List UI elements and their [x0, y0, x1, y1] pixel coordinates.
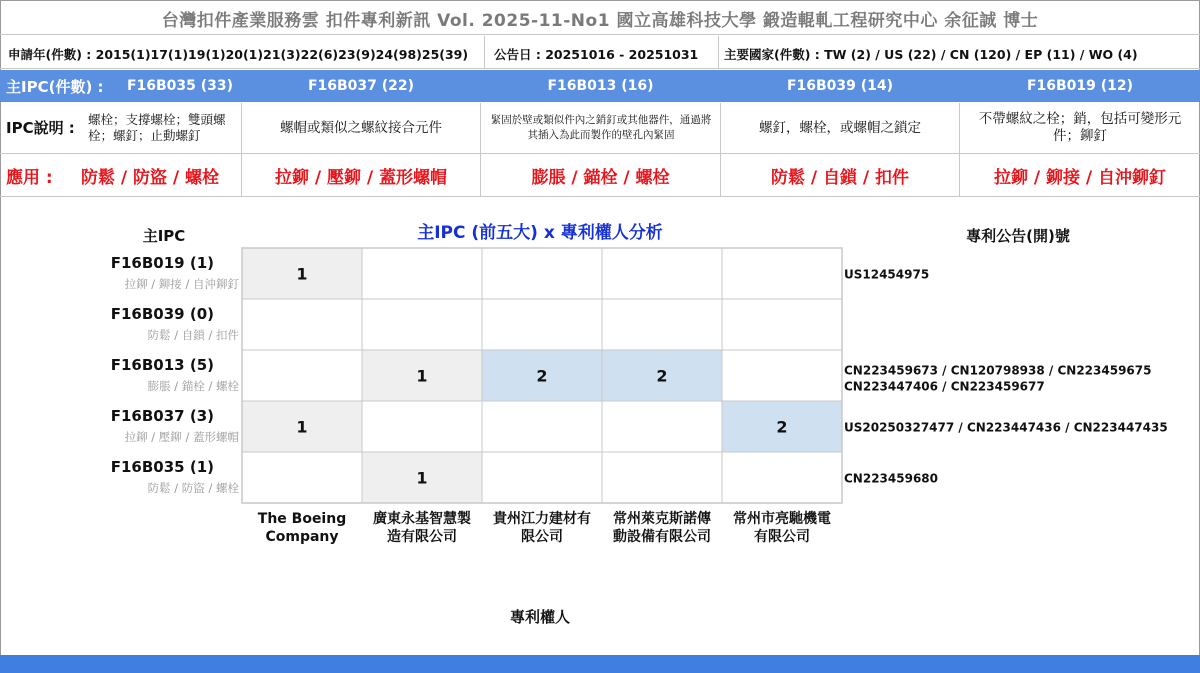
heatmap-cell — [602, 401, 722, 452]
row-ipc-sub-label: 拉鉚 / 鉚接 / 自沖鉚釘 — [124, 277, 239, 291]
main-countries: 主要國家(件數) : TW (2) / US (22) / CN (120) / EP (11) / WO (4) — [724, 47, 1138, 62]
ipc-app: 拉鉚 / 鉚接 / 自沖鉚釘 — [993, 167, 1167, 188]
heatmap-cell — [482, 248, 602, 299]
heatmap-cell — [482, 452, 602, 503]
heatmap-cell — [362, 401, 482, 452]
assignee-label: Company — [265, 529, 339, 545]
heatmap-cell — [602, 248, 722, 299]
ipc-desc: 不帶螺紋之栓；銷，包括可變形元件；鉚釘 — [978, 111, 1182, 144]
ipc-app-label: 應用 : — [6, 167, 53, 188]
patent-numbers: CN223459680 — [844, 471, 938, 486]
ipc-code: F16B013 (16) — [547, 78, 654, 94]
ipc-row-label: 主IPC(件數) : — [6, 77, 104, 96]
chart-title: 主IPC (前五大) x 專利權人分析 — [417, 223, 663, 243]
assignee-label: 有限公司 — [754, 529, 810, 545]
row-ipc-label: F16B013 (5) — [110, 356, 214, 374]
ipc-app: 防鬆 / 自鎖 / 扣件 — [770, 167, 910, 188]
ipc-desc: 螺釘，螺栓，或螺帽之鎖定 — [759, 119, 921, 136]
cell-value: 2 — [536, 366, 548, 386]
y-axis-label: 主IPC — [142, 227, 186, 245]
row-ipc-sub-label: 防鬆 / 自鎖 / 扣件 — [147, 328, 239, 342]
ipc-code: F16B035 (33) — [126, 78, 234, 94]
ipc-desc-label: IPC說明 : — [6, 118, 75, 137]
application-years: 申請年(件數) : 2015(1)17(1)19(1)20(1)21(3)22(6)23(9)24(98)25(39) — [8, 47, 469, 62]
heatmap-cell — [362, 299, 482, 350]
patent-number-label: 專利公告(開)號 — [966, 227, 1070, 245]
row-ipc-sub-label: 拉鉚 / 壓鉚 / 蓋形螺帽 — [124, 430, 239, 444]
cell-value: 2 — [776, 417, 788, 437]
assignee-label: 常州市亮馳機電 — [733, 511, 831, 527]
heatmap-cell — [722, 248, 842, 299]
ipc-code: F16B037 (22) — [307, 78, 415, 94]
heatmap-cell — [602, 299, 722, 350]
heatmap-cell — [242, 452, 362, 503]
assignee-label: 貴州江力建材有 — [493, 511, 591, 527]
cell-value: 1 — [416, 366, 428, 386]
patent-numbers: US12454975 — [844, 267, 930, 282]
ipc-code: F16B019 (12) — [1026, 78, 1134, 94]
heatmap-cell — [482, 401, 602, 452]
ipc-app: 防鬆 / 防盜 / 螺栓 — [80, 167, 220, 188]
ipc-code: F16B039 (14) — [786, 78, 894, 94]
ipc-desc: 緊固於壁或類似件內之銷釘或其他器件，通過將其插入為此而製作的壁孔內緊固 — [490, 114, 712, 141]
heatmap-cell — [242, 350, 362, 401]
heatmap-cell — [722, 452, 842, 503]
assignee-label: 造有限公司 — [387, 529, 457, 545]
heatmap-cell — [242, 299, 362, 350]
assignee-label: 常州萊克斯諾傳 — [613, 511, 711, 527]
cell-value: 1 — [296, 264, 308, 284]
row-ipc-label: F16B039 (0) — [110, 305, 214, 323]
ipc-desc: 螺栓；支撐螺栓；雙頭螺栓；螺釘；止動螺釘 — [88, 112, 226, 143]
row-ipc-label: F16B037 (3) — [110, 407, 214, 425]
heatmap-cell — [602, 452, 722, 503]
page-title: 台灣扣件產業服務雲 扣件專利新訊 Vol. 2025-11-No1 國立高雄科技大學 鍛造輥軋工程研究中心 余征誠 博士 — [161, 11, 1039, 31]
patent-numbers: US20250327477 / CN223447436 / CN223447435 — [844, 420, 1168, 435]
patent-numbers: CN223459673 / CN120798938 / CN223459675 — [844, 363, 1152, 378]
heatmap-cell — [722, 350, 842, 401]
assignee-label: 動設備有限公司 — [613, 529, 711, 545]
row-ipc-sub-label: 膨脹 / 錨栓 / 螺栓 — [147, 379, 239, 393]
patent-numbers: CN223447406 / CN223459677 — [844, 379, 1045, 394]
cell-value: 2 — [656, 366, 668, 386]
x-axis-label: 專利權人 — [509, 608, 571, 626]
ipc-app: 膨脹 / 錨栓 / 螺栓 — [531, 167, 670, 188]
row-ipc-label: F16B019 (1) — [110, 254, 214, 272]
cell-value: 1 — [296, 417, 308, 437]
assignee-label: 廣東永基智慧製 — [373, 511, 471, 527]
cell-value: 1 — [416, 468, 428, 488]
footer-bar — [0, 655, 1200, 673]
assignee-label: The Boeing — [257, 511, 347, 527]
ipc-app: 拉鉚 / 壓鉚 / 蓋形螺帽 — [274, 167, 448, 188]
announce-date: 公告日 : 20251016 - 20251031 — [494, 47, 699, 62]
heatmap-cell — [362, 248, 482, 299]
row-ipc-label: F16B035 (1) — [110, 458, 214, 476]
heatmap-cell — [722, 299, 842, 350]
ipc-desc: 螺帽或類似之螺紋接合元件 — [280, 119, 442, 136]
heatmap-cell — [482, 299, 602, 350]
row-ipc-sub-label: 防鬆 / 防盜 / 螺栓 — [147, 481, 239, 495]
assignee-label: 限公司 — [521, 529, 563, 545]
